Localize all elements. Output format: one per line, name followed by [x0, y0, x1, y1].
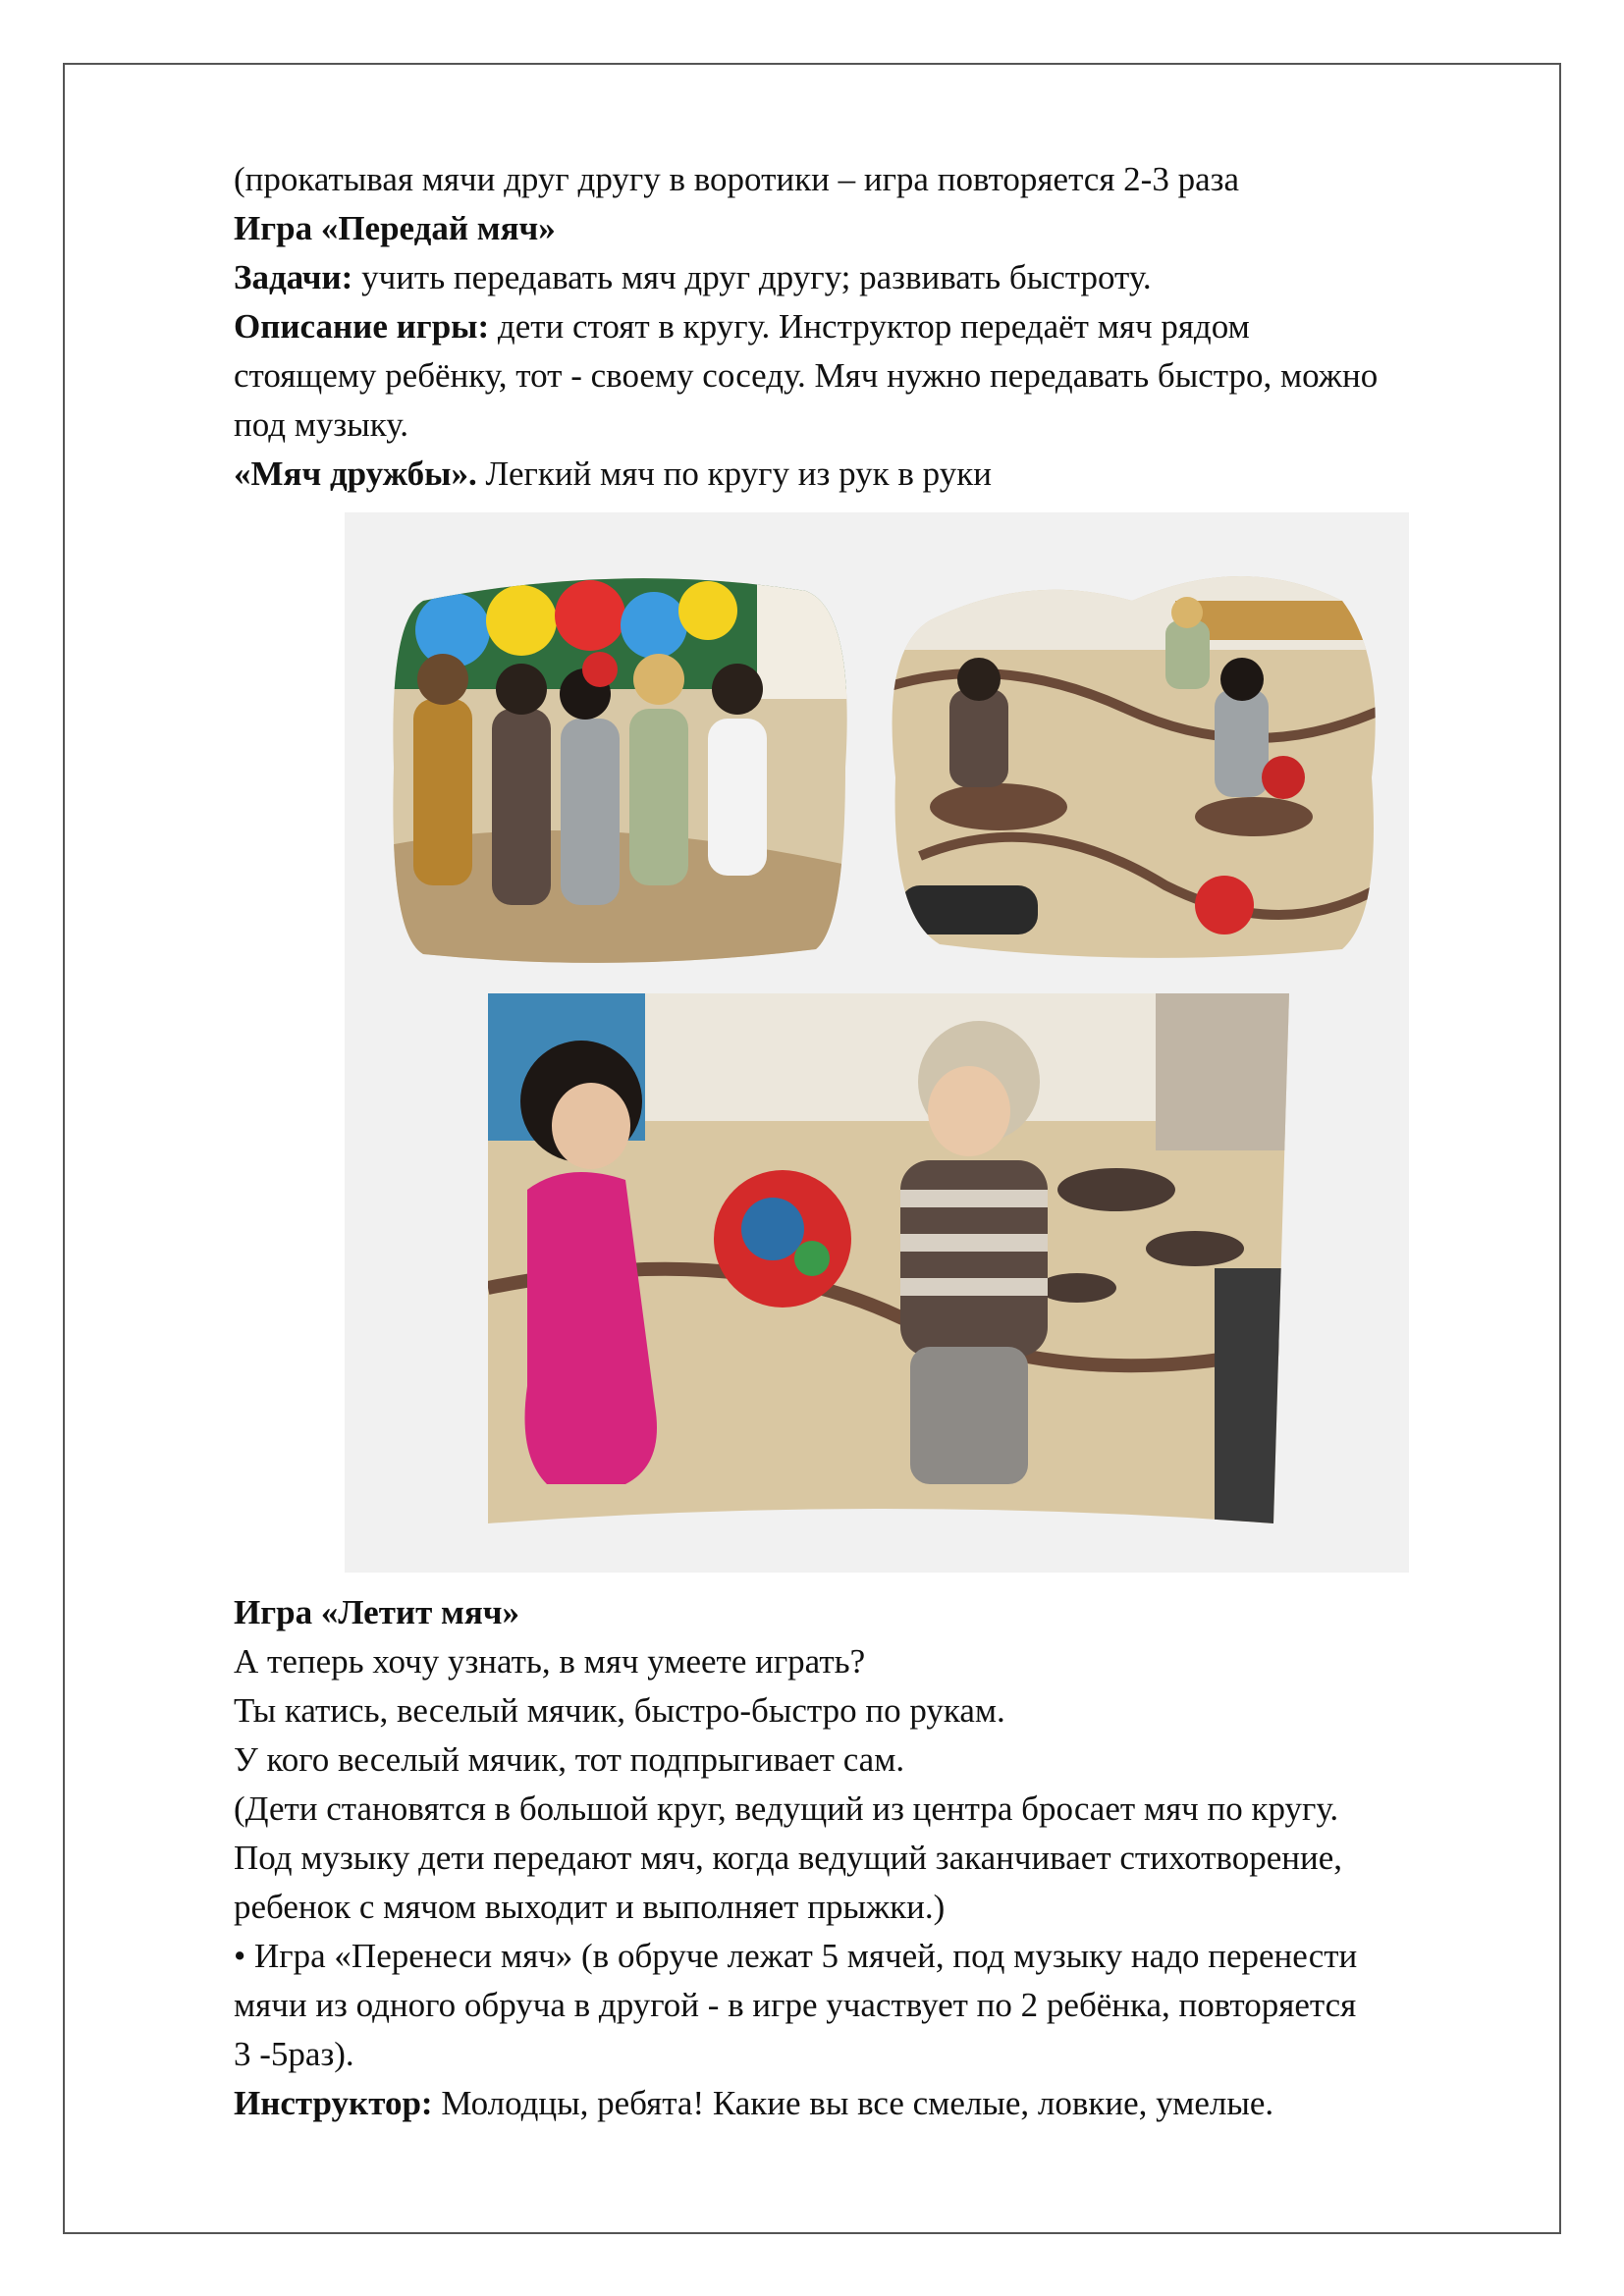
- top-text-block: [234, 155, 1549, 499]
- friendship-label: «Мяч дружбы».: [234, 454, 477, 493]
- photo-children-passing-ball: [488, 993, 1289, 1523]
- text-line: Под музыку дети передают мяч, когда ведущий заканчивает стихотворение,: [234, 1839, 1342, 1877]
- tasks-text: учить передавать мяч друг другу; развивать быстроту.: [352, 258, 1152, 296]
- photo-children-sitting: [881, 561, 1383, 964]
- bottom-text-block: [234, 1588, 1549, 2128]
- text-line: (Дети становятся в большой круг, ведущий из центра бросает мяч по кругу.: [234, 1789, 1339, 1828]
- text-line: под музыку.: [234, 405, 409, 444]
- friendship-paragraph: [234, 450, 1549, 499]
- text-line: 3 -5раз).: [234, 2035, 354, 2073]
- text-line: (прокатывая мячи друг другу в воротики – игра повторяется 2-3 раза: [234, 160, 1239, 198]
- text-line: • Игра «Перенеси мяч» (в обруче лежат 5 мячей, под музыку надо перенести: [234, 1937, 1358, 1975]
- text-line: мячи из одного обруча в другой - в игре участвует по 2 ребёнка, повторяется: [234, 1986, 1357, 2024]
- photo-children-line: [384, 571, 851, 964]
- text-line: Ты катись, веселый мячик, быстро-быстро по рукам.: [234, 1691, 1005, 1730]
- description-paragraph: [234, 302, 1549, 351]
- instructor-text: Молодцы, ребята! Какие вы все смелые, ловкие, умелые.: [432, 2084, 1274, 2122]
- tasks-label: Задачи:: [234, 258, 353, 296]
- text-line: А теперь хочу узнать, в мяч умеете играть?: [234, 1642, 866, 1681]
- photo-collage: [345, 512, 1409, 1573]
- tasks-paragraph: [234, 253, 1549, 302]
- instructor-label: Инструктор:: [234, 2084, 433, 2122]
- description-text: дети стоят в кругу. Инструктор передаёт мяч рядом: [489, 307, 1250, 346]
- text-line: стоящему ребёнку, тот - своему соседу. Мяч нужно передавать быстро, можно: [234, 356, 1379, 395]
- text-line: У кого веселый мячик, тот подпрыгивает сам.: [234, 1740, 905, 1779]
- game2-title: Игра «Летит мяч»: [234, 1593, 520, 1631]
- game1-title: Игра «Передай мяч»: [234, 209, 556, 247]
- description-label: Описание игры:: [234, 307, 490, 346]
- text-line: ребенок с мячом выходит и выполняет прыжки.): [234, 1888, 946, 1926]
- instructor-paragraph: [234, 2079, 1549, 2128]
- friendship-text: Легкий мяч по кругу из рук в руки: [476, 454, 992, 493]
